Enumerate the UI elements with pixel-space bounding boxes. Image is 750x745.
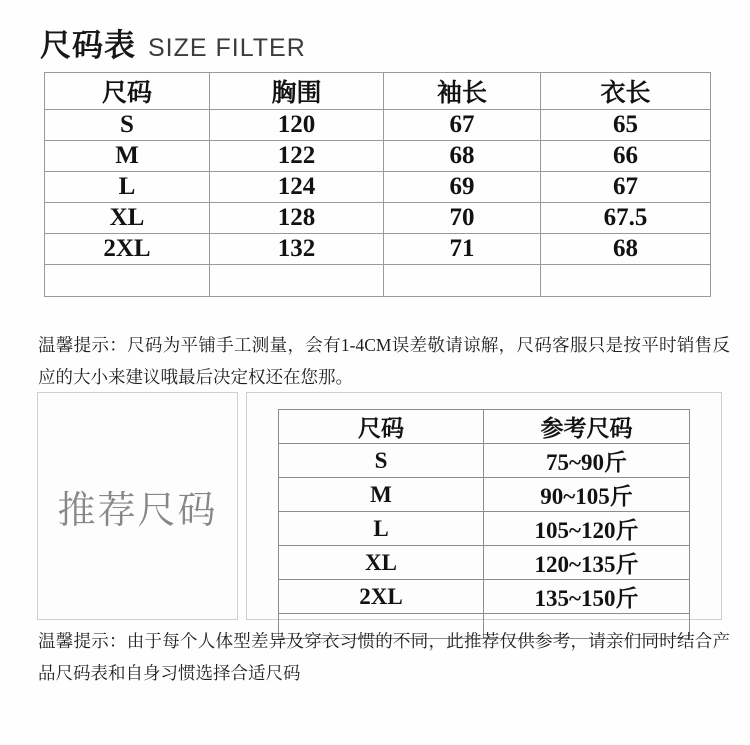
table-cell: 67 bbox=[541, 172, 711, 203]
table-row bbox=[45, 141, 711, 172]
table-header-cell: 尺码 bbox=[279, 410, 484, 444]
table-cell: 68 bbox=[384, 141, 541, 172]
recommend-label: 推荐尺码 bbox=[57, 489, 218, 532]
measurement-disclaimer-text: 温馨提示：尺码为平铺手工测量，会有1-4CM误差敬请谅解，尺码客服只是按平时销售反应的大小来建议哦最后决定权还在您那。 bbox=[38, 335, 730, 387]
table-header-cell: 尺码 bbox=[45, 73, 210, 110]
table-cell: 2XL bbox=[279, 580, 484, 614]
recommendation-disclaimer-text: 温馨提示：由于每个人体型差异及穿衣习惯的不同，此推荐仅供参考，请亲们同时结合产品尺码表和自身习惯选择合适尺码 bbox=[38, 631, 730, 683]
table-cell: 120 bbox=[210, 110, 384, 141]
table-empty-cell bbox=[45, 265, 210, 297]
table-cell: 66 bbox=[541, 141, 711, 172]
table-empty-cell bbox=[541, 265, 711, 297]
table-header-cell: 胸围 bbox=[210, 73, 384, 110]
table-row bbox=[279, 444, 690, 478]
recommend-size-table bbox=[278, 409, 690, 639]
table-row bbox=[45, 203, 711, 234]
table-cell: L bbox=[45, 172, 210, 203]
table-cell: 2XL bbox=[45, 234, 210, 265]
table-cell: S bbox=[45, 110, 210, 141]
table-header-cell: 袖长 bbox=[384, 73, 541, 110]
table-empty-cell bbox=[384, 265, 541, 297]
table-cell: 135~150斤 bbox=[484, 580, 690, 614]
table-cell: L bbox=[279, 512, 484, 546]
page-title-english: SIZE FILTER bbox=[148, 34, 306, 62]
table-row bbox=[45, 234, 711, 265]
table-cell: 124 bbox=[210, 172, 384, 203]
table-cell: 90~105斤 bbox=[484, 478, 690, 512]
table-cell: 68 bbox=[541, 234, 711, 265]
size-measurements-table bbox=[44, 72, 711, 297]
table-cell: 69 bbox=[384, 172, 541, 203]
table-cell: 128 bbox=[210, 203, 384, 234]
table-cell: 122 bbox=[210, 141, 384, 172]
table-cell: 70 bbox=[384, 203, 541, 234]
table-header-row bbox=[279, 410, 690, 444]
table-header-cell: 参考尺码 bbox=[484, 410, 690, 444]
table-cell: 71 bbox=[384, 234, 541, 265]
table-row bbox=[279, 546, 690, 580]
table-cell: 120~135斤 bbox=[484, 546, 690, 580]
table-cell: M bbox=[45, 141, 210, 172]
table-empty-row bbox=[45, 265, 711, 297]
table-row bbox=[279, 512, 690, 546]
table-cell: 75~90斤 bbox=[484, 444, 690, 478]
table-row bbox=[279, 478, 690, 512]
table-cell: 65 bbox=[541, 110, 711, 141]
table-cell: 105~120斤 bbox=[484, 512, 690, 546]
table-cell: XL bbox=[45, 203, 210, 234]
page-title bbox=[40, 20, 306, 65]
recommend-table-box bbox=[246, 392, 722, 620]
table-row bbox=[279, 580, 690, 614]
table-cell: S bbox=[279, 444, 484, 478]
table-row bbox=[45, 172, 711, 203]
table-cell: XL bbox=[279, 546, 484, 580]
table-empty-cell bbox=[210, 265, 384, 297]
table-row bbox=[45, 110, 711, 141]
table-cell: M bbox=[279, 478, 484, 512]
recommend-label-box bbox=[37, 392, 238, 620]
page-title-chinese: 尺码表 bbox=[40, 28, 136, 63]
table-cell: 132 bbox=[210, 234, 384, 265]
table-cell: 67 bbox=[384, 110, 541, 141]
table-header-row bbox=[45, 73, 711, 110]
recommend-size-section bbox=[37, 392, 722, 620]
table-header-cell: 衣长 bbox=[541, 73, 711, 110]
table-cell: 67.5 bbox=[541, 203, 711, 234]
